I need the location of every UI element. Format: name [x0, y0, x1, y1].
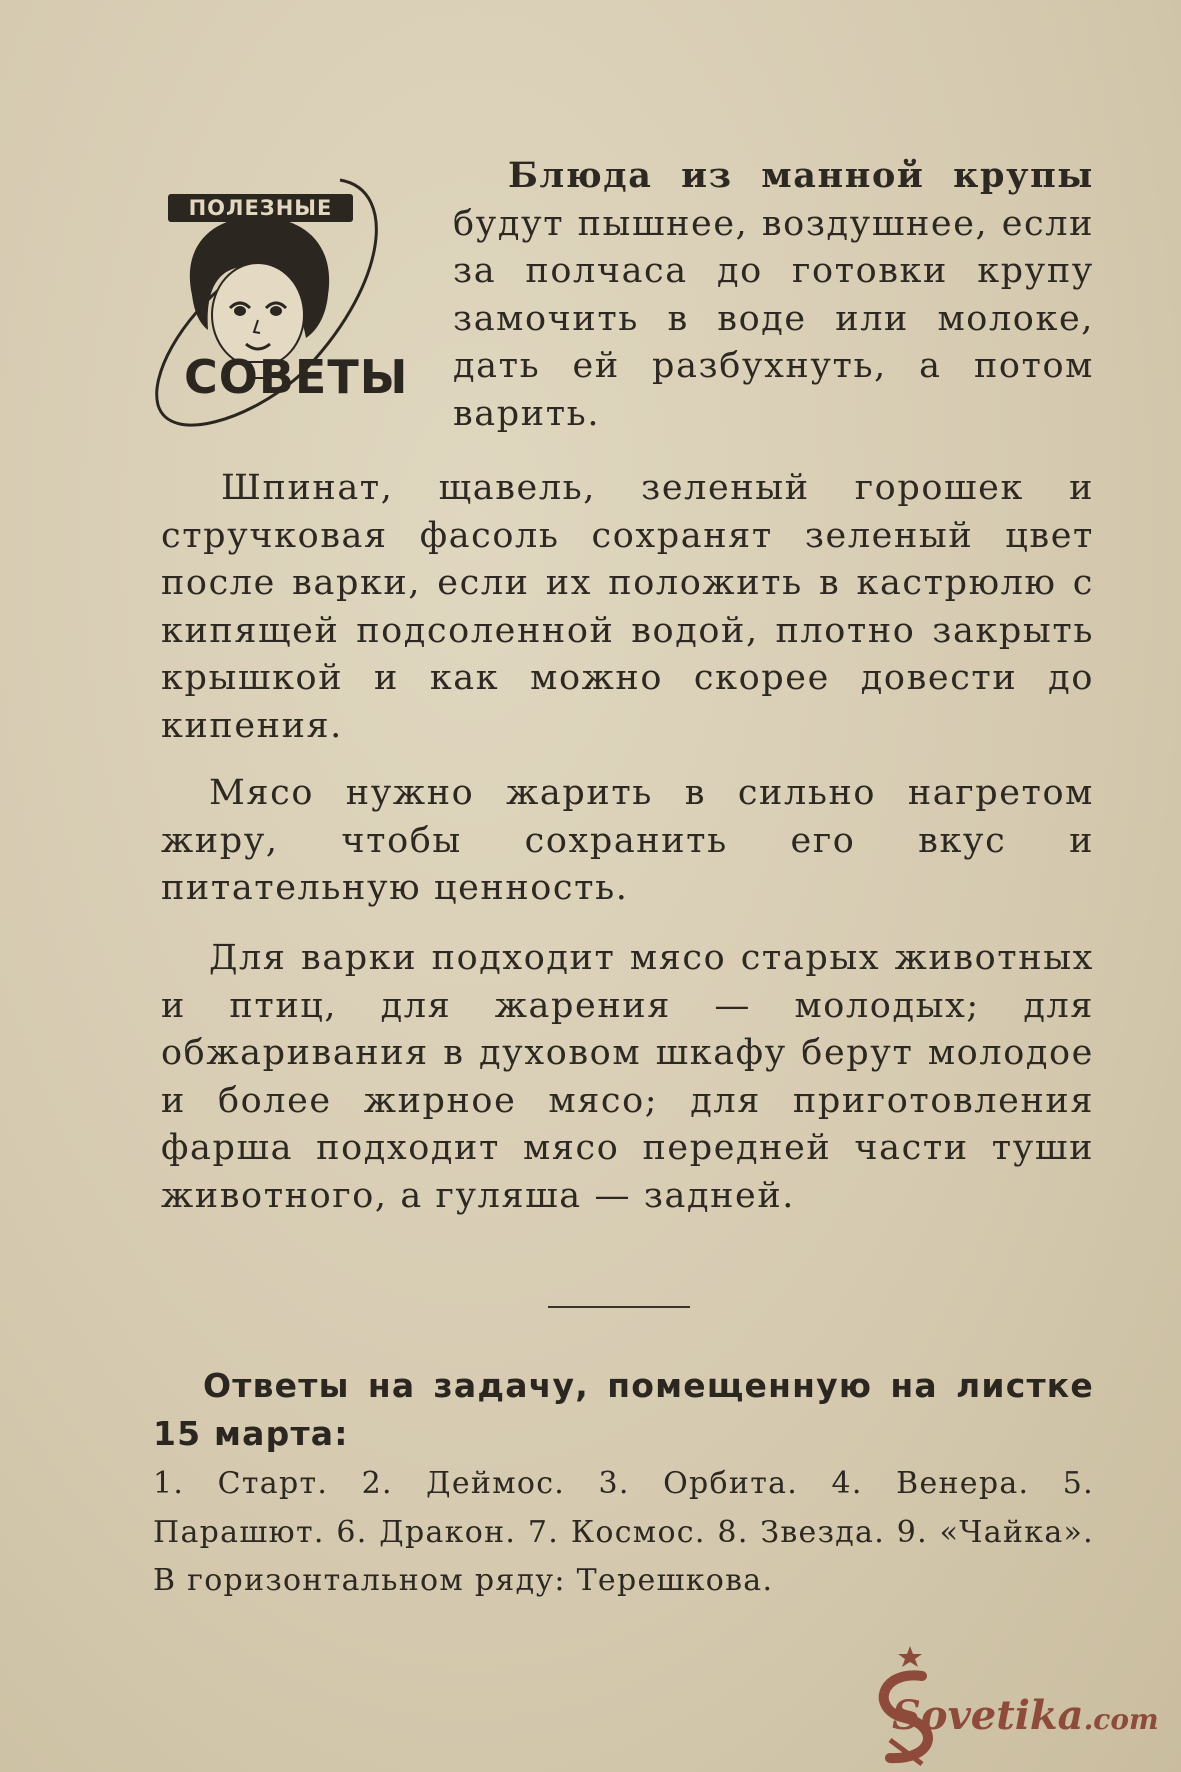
useful-tips-logo — [150, 170, 420, 455]
watermark-domain: .com — [1083, 1703, 1159, 1736]
paragraph-frying-meat: Мясо нужно жарить в сильно нагретом жиру, чтобы сохранить его вкус и питательную ценность. — [161, 773, 1094, 909]
logo-top-word: ПОЛЕЗНЫЕ — [168, 194, 353, 222]
answers-heading: Ответы на задачу, помещенную на листке 15 марта: — [153, 1366, 1094, 1453]
section-divider — [548, 1306, 690, 1308]
sovetika-watermark — [850, 1640, 1180, 1772]
logo-bottom-word: СОВЕТЫ — [184, 350, 409, 404]
paragraph-semolina — [453, 152, 1094, 439]
watermark-text — [892, 1692, 1159, 1739]
paragraph-semolina-lead: Блюда из манной крупы — [508, 155, 1094, 196]
paragraph-meat-types: Для варки подходит мясо старых животных и птиц, для жарения — молодых; для обжаривания в духовом шкафу берут молодое и более жирное мясо; для приготовления фарша подходит мясо передней части туши животного, а гуляша — задней. — [161, 938, 1094, 1216]
paragraph-semolina-text: будут пышнее, воздушнее, если за полчаса до готовки крупу замочить в воде или молоке, дать ей разбухнуть, а потом варить. — [453, 203, 1094, 434]
watermark-name: Sovetika — [892, 1692, 1084, 1739]
paragraph-greens: Шпинат, щавель, зеленый горошек и стручковая фасоль сохранят зеленый цвет после варки, если их положить в кастрюлю с кипящей подсоленной водой, плотно закрыть крышкой и как можно скорее довести до кипения. — [161, 468, 1094, 746]
answers-text: 1. Старт. 2. Деймос. 3. Орбита. 4. Венера. 5. Парашют. 6. Дракон. 7. Космос. 8. Звезда. 9. «Чайка». В горизонтальном ряду: Терешкова. — [153, 1466, 1094, 1598]
